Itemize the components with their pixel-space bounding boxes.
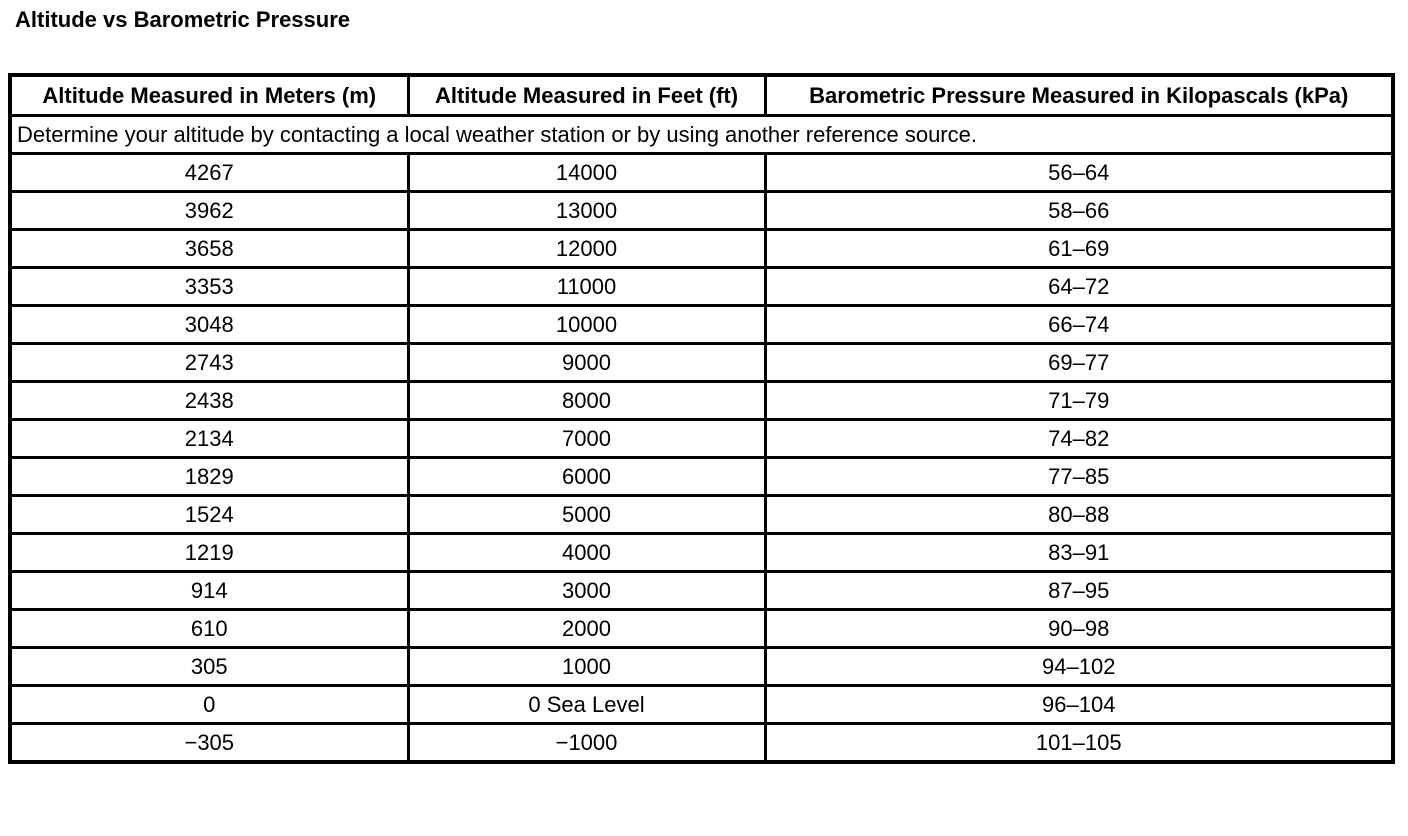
cell-feet: 1000 [408, 648, 765, 686]
table-note-row [10, 116, 1393, 154]
cell-meters: 2438 [10, 382, 408, 420]
cell-pressure: 66–74 [765, 306, 1393, 344]
cell-pressure: 58–66 [765, 192, 1393, 230]
cell-feet: 3000 [408, 572, 765, 610]
cell-pressure: 61–69 [765, 230, 1393, 268]
cell-meters: 1219 [10, 534, 408, 572]
cell-feet: 9000 [408, 344, 765, 382]
cell-meters: 2743 [10, 344, 408, 382]
table-header-row [10, 75, 1393, 116]
table-row [10, 382, 1393, 420]
cell-pressure: 69–77 [765, 344, 1393, 382]
table-row [10, 154, 1393, 192]
cell-pressure: 87–95 [765, 572, 1393, 610]
cell-feet: 7000 [408, 420, 765, 458]
table-row [10, 344, 1393, 382]
cell-feet: −1000 [408, 724, 765, 763]
cell-meters: −305 [10, 724, 408, 763]
cell-feet: 14000 [408, 154, 765, 192]
cell-pressure: 96–104 [765, 686, 1393, 724]
cell-pressure: 77–85 [765, 458, 1393, 496]
table-note: Determine your altitude by contacting a local weather station or by using another reference source. [10, 116, 1393, 154]
cell-pressure: 71–79 [765, 382, 1393, 420]
cell-feet: 13000 [408, 192, 765, 230]
cell-meters: 1829 [10, 458, 408, 496]
page-title: Altitude vs Barometric Pressure [15, 7, 351, 32]
cell-meters: 610 [10, 610, 408, 648]
cell-feet: 12000 [408, 230, 765, 268]
cell-meters: 3658 [10, 230, 408, 268]
cell-feet: 11000 [408, 268, 765, 306]
cell-pressure: 80–88 [765, 496, 1393, 534]
altitude-pressure-table [8, 73, 1395, 764]
cell-pressure: 90–98 [765, 610, 1393, 648]
table-row [10, 458, 1393, 496]
table-row [10, 306, 1393, 344]
cell-feet: 0 Sea Level [408, 686, 765, 724]
cell-feet: 10000 [408, 306, 765, 344]
header-pressure: Barometric Pressure Measured in Kilopascals (kPa) [765, 75, 1393, 116]
table-row [10, 686, 1393, 724]
cell-pressure: 101–105 [765, 724, 1393, 763]
cell-meters: 1524 [10, 496, 408, 534]
cell-meters: 2134 [10, 420, 408, 458]
table-row [10, 610, 1393, 648]
table-row [10, 420, 1393, 458]
header-meters: Altitude Measured in Meters (m) [10, 75, 408, 116]
cell-meters: 3962 [10, 192, 408, 230]
cell-pressure: 83–91 [765, 534, 1393, 572]
cell-feet: 4000 [408, 534, 765, 572]
table-row [10, 648, 1393, 686]
table-row [10, 268, 1393, 306]
cell-meters: 4267 [10, 154, 408, 192]
cell-meters: 305 [10, 648, 408, 686]
cell-meters: 3048 [10, 306, 408, 344]
table-row [10, 534, 1393, 572]
cell-feet: 8000 [408, 382, 765, 420]
cell-meters: 3353 [10, 268, 408, 306]
header-feet: Altitude Measured in Feet (ft) [408, 75, 765, 116]
cell-meters: 914 [10, 572, 408, 610]
table-row [10, 724, 1393, 763]
cell-meters: 0 [10, 686, 408, 724]
cell-feet: 2000 [408, 610, 765, 648]
cell-feet: 5000 [408, 496, 765, 534]
cell-pressure: 94–102 [765, 648, 1393, 686]
table-row [10, 192, 1393, 230]
cell-feet: 6000 [408, 458, 765, 496]
cell-pressure: 74–82 [765, 420, 1393, 458]
table-row [10, 496, 1393, 534]
table-row [10, 230, 1393, 268]
cell-pressure: 64–72 [765, 268, 1393, 306]
table-row [10, 572, 1393, 610]
cell-pressure: 56–64 [765, 154, 1393, 192]
